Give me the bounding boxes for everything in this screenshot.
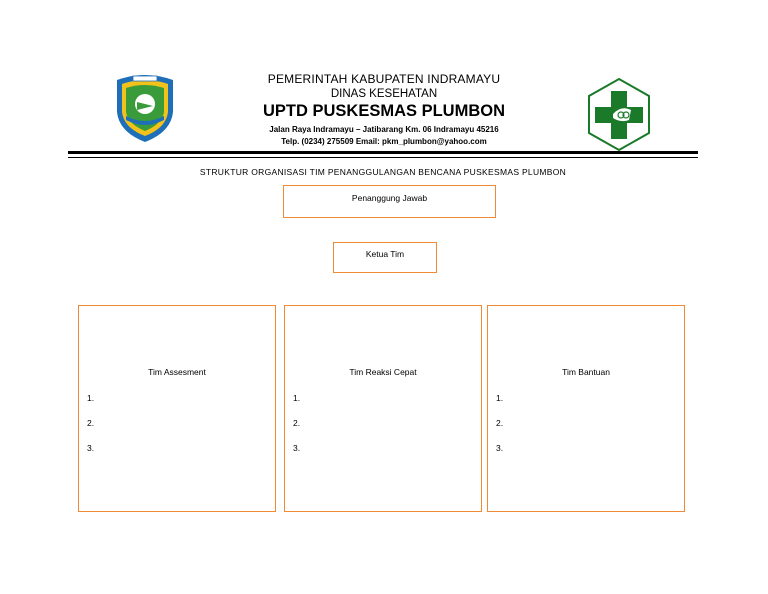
team-member-item: 3. xyxy=(293,443,301,453)
team-title: Tim Assesment xyxy=(148,367,206,377)
team-box-assesment xyxy=(78,305,276,512)
header-divider-thin xyxy=(68,157,698,158)
ketua-tim-label: Ketua Tim xyxy=(365,249,405,259)
ketua-tim-box xyxy=(333,242,437,273)
team-member-item: 3. xyxy=(496,443,504,453)
penanggung-jawab-label: Penanggung Jawab xyxy=(351,193,428,203)
document-title: STRUKTUR ORGANISASI TIM PENANGGULANGAN BENCANA PUSKESMAS PLUMBON xyxy=(199,167,567,177)
indramayu-regency-emblem-icon xyxy=(113,72,177,144)
institution-name: UPTD PUSKESMAS PLUMBON xyxy=(262,102,505,120)
team-member-item: 3. xyxy=(87,443,95,453)
puskesmas-green-cross-icon xyxy=(585,77,653,152)
team-member-item: 1. xyxy=(87,393,95,403)
team-member-item: 1. xyxy=(496,393,504,403)
department-name: DINAS KESEHATAN xyxy=(330,88,438,100)
penanggung-jawab-box xyxy=(283,185,496,218)
team-box-reaksi-cepat xyxy=(284,305,482,512)
team-member-item: 2. xyxy=(87,418,95,428)
header-divider-thick xyxy=(68,151,698,154)
team-box-bantuan xyxy=(487,305,685,512)
team-title: Tim Bantuan xyxy=(562,367,610,377)
team-title: Tim Reaksi Cepat xyxy=(349,367,417,377)
address-line: Jalan Raya Indramayu – Jatibarang Km. 06 Indramayu 45216 xyxy=(269,125,499,134)
team-member-item: 2. xyxy=(293,418,301,428)
team-member-item: 1. xyxy=(293,393,301,403)
team-member-item: 2. xyxy=(496,418,504,428)
government-name: PEMERINTAH KABUPATEN INDRAMAYU xyxy=(267,72,501,86)
contact-line: Telp. (0234) 275509 Email: pkm_plumbon@yahoo.com xyxy=(281,137,487,146)
